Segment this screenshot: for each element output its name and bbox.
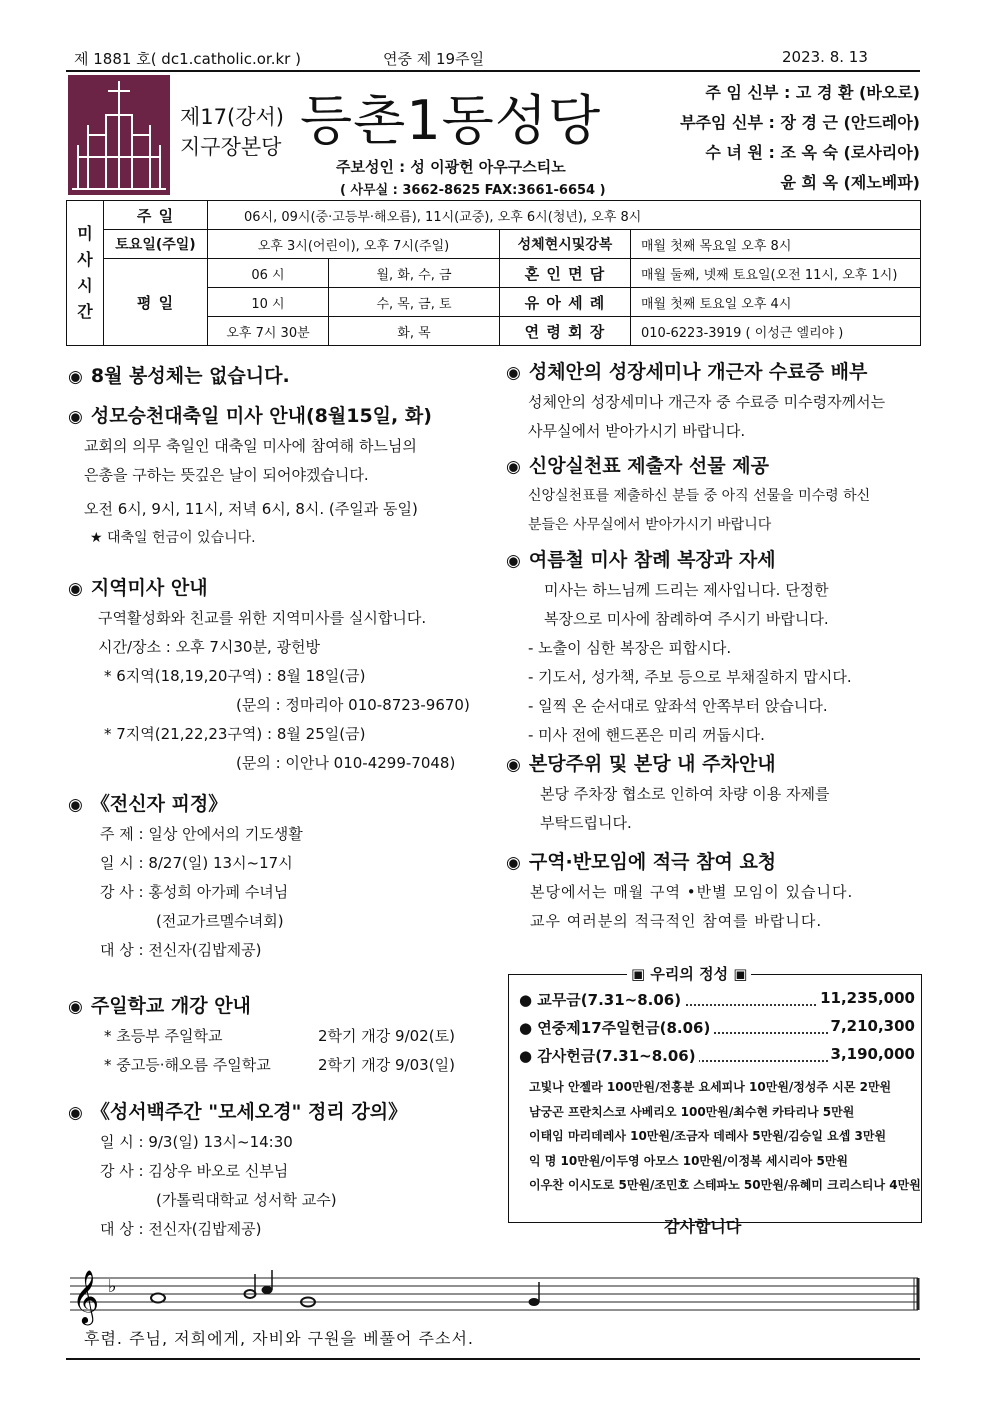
notice-line: 대 상 : 전신자(김밥제공)	[100, 941, 262, 959]
notice-line: (가톨릭대학교 성서학 교수)	[156, 1191, 337, 1209]
church-icon	[68, 75, 170, 195]
notice-communion	[68, 362, 290, 392]
notice-line: (문의 : 정마리아 010-8723-9670)	[236, 696, 470, 714]
notice-line: - 노출이 심한 복장은 피합시다.	[528, 639, 732, 657]
convent-sister: 수 녀 원 : 조 옥 숙 (로사리아)	[705, 143, 920, 162]
info-label: 연 령 회 장	[500, 317, 631, 346]
footer-rule	[66, 1358, 920, 1360]
notice-title: 8월 봉성체는 없습니다.	[90, 365, 290, 387]
notice-line: 주 제 : 일상 안에서의 기도생활	[100, 825, 303, 843]
table-row	[67, 201, 921, 230]
bullet-icon: ◉	[506, 853, 521, 873]
offering-row: ● 감사헌금(7.31~8.06) 3,190,000	[519, 1045, 915, 1065]
notice-line: 강 사 : 홍성희 아가페 수녀님	[100, 883, 289, 901]
weekday-label: 평 일	[104, 259, 208, 346]
parish-title: 등촌1동성당	[300, 89, 602, 152]
info-value: 010-6223-3919 ( 이성근 엘리야 )	[631, 317, 921, 346]
list-item: * 중고등·해오름 주일학교 2학기 개강 9/03(일)	[104, 1056, 455, 1074]
bullet-icon: ◉	[68, 997, 83, 1017]
chant-lyrics: 후렴. 주님, 저희에게, 자비와 구원을 베풀어 주소서.	[84, 1329, 474, 1348]
svg-text:♭: ♭	[108, 1276, 117, 1297]
notice-bible-lecture	[68, 1098, 407, 1244]
notice-title: 지역미사 안내	[90, 577, 208, 599]
notice-line: 본당 주차장 협소로 인하여 차량 이용 자제를	[540, 785, 830, 803]
notice-summer-attire	[506, 546, 852, 750]
notice-parking	[506, 750, 829, 838]
district-line1: 제17(강서)	[180, 105, 284, 129]
table-row	[67, 230, 921, 259]
notice-title: 성모승천대축일 미사 안내(8월15일, 화)	[90, 405, 432, 427]
notice-title: 성체안의 성장세미나 개근자 수료증 배부	[528, 361, 868, 383]
svg-text:𝄞: 𝄞	[72, 1269, 100, 1323]
church-logo	[68, 75, 170, 195]
donor-line: 이우찬 이시도로 5만원/조민호 스테파노 50만원/유혜미 크리스티나 4만원	[529, 1178, 921, 1192]
notice-line: 시간/장소 : 오후 7시30분, 광헌방	[98, 638, 320, 656]
convent-sister-2: 윤 희 옥 (제노베파)	[780, 173, 920, 192]
patron-saint: 주보성인 : 성 이광헌 아우구스티노	[336, 158, 566, 176]
notice-line: 신앙실천표를 제출하신 분들 중 아직 선물을 미수령 하신	[528, 488, 871, 504]
assistant-pastor: 부주임 신부 : 장 경 근 (안드레아)	[680, 113, 920, 132]
notice-line: 본당에서는 매월 구역 •반별 모임이 있습니다.	[530, 883, 854, 901]
adoration-label: 성체현시및강복	[500, 230, 631, 259]
bullet-icon: ◉	[68, 1103, 83, 1123]
adoration-value: 매월 첫째 목요일 오후 8시	[631, 230, 921, 259]
music-staff	[66, 1262, 922, 1330]
donor-line: 고빛나 안젤라 100만원/전홍분 요세피나 10만원/정성주 시몬 2만원	[529, 1080, 892, 1094]
notice-district-mass	[68, 574, 470, 778]
bullet-icon: ◉	[506, 363, 521, 383]
weekday-days: 화, 목	[329, 317, 500, 346]
donor-line: 이태임 마리데레사 10만원/조금자 데레사 5만원/김승일 요셉 3만원	[529, 1129, 887, 1143]
liturgical-week: 연중 제 19주일	[383, 50, 485, 68]
pastor: 주 임 신부 : 고 경 환 (바오로)	[705, 83, 920, 102]
bullet-icon: ◉	[68, 367, 83, 387]
notice-sunday-school	[68, 992, 455, 1080]
district-line2: 지구장본당	[180, 135, 282, 159]
mass-schedule-table	[66, 200, 921, 346]
notice-line: 교회의 의무 축일인 대축일 미사에 참여해 하느님의	[84, 437, 417, 455]
issue-number: 제 1881 호( dc1.catholic.or.kr )	[74, 50, 301, 68]
notice-line: 구역활성화와 친교를 위한 지역미사를 실시합니다.	[98, 609, 427, 627]
list-item: * 초등부 주일학교 2학기 개강 9/02(토)	[104, 1027, 455, 1045]
office-contact: ( 사무실 : 3662-8625 FAX:3661-6654 )	[340, 183, 606, 198]
notice-line: 일 시 : 9/3(일) 13시~14:30	[100, 1133, 293, 1151]
notice-line: 교우 여러분의 적극적인 참여를 바랍니다.	[530, 912, 823, 930]
bullet-icon: ◉	[68, 579, 83, 599]
header-rule	[66, 70, 920, 72]
notice-line: 분들은 사무실에서 받아가시기 바랍니다	[528, 517, 772, 533]
notice-line: (문의 : 이안나 010-4299-7048)	[236, 754, 456, 772]
notice-line: ★ 대축일 헌금이 있습니다.	[90, 530, 256, 546]
notice-faith-practice	[506, 452, 870, 540]
notice-line: 대 상 : 전신자(김밥제공)	[100, 1220, 262, 1238]
offering-row: ● 연중제17주일헌금(8.06) 7,210,300	[519, 1017, 915, 1037]
saturday-label: 토요일(주일)	[104, 230, 208, 259]
notice-line: 강 사 : 김상우 바오로 신부님	[100, 1162, 289, 1180]
weekday-time: 오후 7시 30분	[208, 317, 329, 346]
notice-line: 일 시 : 8/27(일) 13시~17시	[100, 854, 293, 872]
district-info	[180, 102, 284, 162]
weekday-days: 월, 화, 수, 금	[329, 259, 500, 288]
thanks-text: 감사합니다	[664, 1217, 742, 1236]
bullet-icon: ◉	[506, 551, 521, 571]
notice-title: 신앙실천표 제출자 선물 제공	[528, 455, 769, 477]
offering-row: ● 교무금(7.31~8.06) 11,235,000	[519, 989, 915, 1009]
notice-line: * 7지역(21,22,23구역) : 8월 25일(금)	[104, 725, 366, 743]
weekday-days: 수, 목, 금, 토	[329, 288, 500, 317]
notice-title: 주일학교 개강 안내	[90, 995, 251, 1017]
notice-line: (전교가르멜수녀회)	[156, 912, 284, 930]
sunday-times: 06시, 09시(중·고등부·해오름), 11시(교중), 오후 6시(청년), 오후 8시	[208, 201, 921, 230]
bullet-icon: ◉	[506, 755, 521, 775]
notice-line: * 6지역(18,19,20구역) : 8월 18일(금)	[104, 667, 366, 685]
info-value: 매월 첫째 토요일 오후 4시	[631, 288, 921, 317]
donor-line: 남궁곤 프란치스코 사베리오 100만원/최수현 카타리나 5만원	[529, 1104, 855, 1119]
bullet-icon: ◉	[506, 457, 521, 477]
info-value: 매월 둘째, 넷째 토요일(오전 11시, 오후 1시)	[631, 259, 921, 288]
notice-line: - 미사 전에 핸드폰은 미리 꺼둡시다.	[528, 726, 765, 744]
notice-line: - 기도서, 성가책, 주보 등으로 부채질하지 맙시다.	[528, 668, 852, 686]
offering-title: ▣ 우리의 정성 ▣	[627, 963, 751, 984]
table-row	[67, 259, 921, 288]
notice-line: 은총을 구하는 뜻깊은 날이 되어야겠습니다.	[84, 466, 369, 484]
weekday-time: 06 시	[208, 259, 329, 288]
notice-title: 여름철 미사 참례 복장과 자세	[528, 549, 776, 571]
sunday-label: 주 일	[104, 201, 208, 230]
donor-list	[529, 1075, 921, 1198]
notice-seminar-certificate	[506, 358, 885, 446]
notice-line: - 일찍 온 순서대로 앞좌석 안쪽부터 앉습니다.	[528, 697, 828, 715]
notice-assumption	[68, 402, 432, 553]
notice-line: 사무실에서 받아가시기 바랍니다.	[528, 422, 746, 440]
weekday-time: 10 시	[208, 288, 329, 317]
notice-title: 구역·반모임에 적극 참여 요청	[528, 851, 777, 873]
info-label: 유 아 세 례	[500, 288, 631, 317]
donor-line: 익 명 10만원/이두영 아모스 10만원/이정복 세시리아 5만원	[529, 1153, 849, 1168]
issue-header	[66, 48, 920, 68]
notice-line: 복장으로 미사에 참례하여 주시기 바랍니다.	[544, 610, 829, 628]
notice-group-meeting	[506, 848, 853, 936]
notice-line: 부탁드립니다.	[540, 814, 632, 832]
notice-line: 오전 6시, 9시, 11시, 저녁 6시, 8시. (주일과 동일)	[84, 500, 418, 518]
clergy-list	[660, 80, 920, 200]
offering-box	[508, 965, 922, 1223]
saturday-times: 오후 3시(어린이), 오후 7시(주일)	[208, 230, 500, 259]
notice-title: 본당주위 및 본당 내 주차안내	[528, 753, 776, 775]
notice-line: 성체안의 성장세미나 개근자 중 수료증 미수령자께서는	[528, 393, 886, 411]
notice-title: 《성서백주간 "모세오경" 정리 강의》	[90, 1101, 408, 1123]
notice-line: 미사는 하느님께 드리는 제사입니다. 단정한	[544, 581, 829, 599]
music-notation-icon	[66, 1262, 922, 1326]
info-label: 혼 인 면 담	[500, 259, 631, 288]
issue-date: 2023. 8. 13	[782, 48, 868, 66]
notice-retreat	[68, 790, 303, 965]
bullet-icon: ◉	[68, 407, 83, 427]
mass-side-label: 미 사 시 간	[67, 201, 104, 346]
bullet-icon: ◉	[68, 795, 83, 815]
notice-title: 《전신자 피정》	[90, 793, 228, 815]
